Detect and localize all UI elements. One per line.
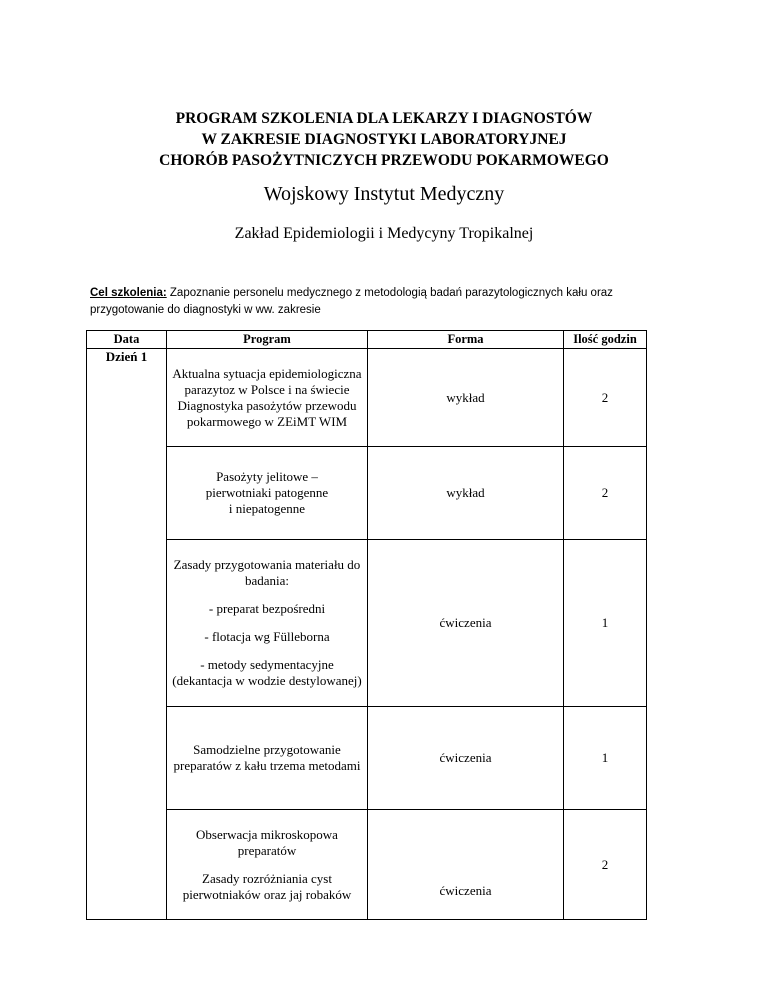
program-text: Zasady przygotowania materiału do badania: xyxy=(173,557,361,588)
program-text: i niepatogenne xyxy=(228,501,306,516)
table-header-row xyxy=(87,331,647,349)
program-cell xyxy=(167,349,368,447)
goal-label: Cel szkolenia: xyxy=(90,287,167,299)
institute-name: Wojskowy Instytut Medyczny xyxy=(263,183,505,205)
header-form: Forma xyxy=(368,331,564,349)
doc-title-line-2: W ZAKRESIE DIAGNOSTYKI LABORATORYJNEJ xyxy=(201,131,567,148)
hours-cell: 2 xyxy=(564,810,647,920)
header-program: Program xyxy=(167,331,368,349)
program-cell xyxy=(167,447,368,540)
form-cell: wykład xyxy=(368,447,564,540)
hours-cell: 2 xyxy=(564,447,647,540)
table-row xyxy=(87,540,647,707)
hours-cell: 1 xyxy=(564,707,647,810)
program-text: Diagnostyka pasożytów przewodu pokarmowego w ZEiMT WIM xyxy=(177,397,357,429)
program-text: Aktualna sytuacja epidemiologiczna parazytoz w Polsce i na świecie xyxy=(172,365,362,397)
program-text: Obserwacja mikroskopowa preparatów xyxy=(196,826,338,858)
doc-title-line-3: CHORÓB PASOŻYTNICZYCH PRZEWODU POKARMOWEGO xyxy=(159,152,609,169)
header-hours: Ilość godzin xyxy=(564,331,647,349)
program-text: - preparat bezpośredni xyxy=(208,601,326,616)
form-cell: wykład xyxy=(368,349,564,447)
program-cell xyxy=(167,810,368,920)
table-row xyxy=(87,707,647,810)
program-text: Zasady rozróżniania cyst pierwotniaków oraz jaj robaków xyxy=(182,870,352,902)
header-date: Data xyxy=(87,331,167,349)
goal-text: Zapoznanie personelu medycznego z metodologią badań parazytologicznych kału oraz przygotowanie do diagnostyki w ww. zakresie xyxy=(90,287,613,316)
form-cell: ćwiczenia xyxy=(368,707,564,810)
form-cell: ćwiczenia xyxy=(368,810,564,920)
department-name: Zakład Epidemiologii i Medycyny Tropikalnej xyxy=(234,225,534,242)
program-table xyxy=(86,330,647,920)
hours-cell: 1 xyxy=(564,540,647,707)
program-text: Pasożyty jelitowe – xyxy=(216,469,318,484)
form-cell: ćwiczenia xyxy=(368,540,564,707)
day-cell: Dzień 1 xyxy=(87,349,167,920)
program-cell xyxy=(167,540,368,707)
program-text: Samodzielne przygotowanie preparatów z kału trzema metodami xyxy=(173,742,361,773)
table-row xyxy=(87,349,647,447)
table-row xyxy=(87,447,647,540)
hours-cell: 2 xyxy=(564,349,647,447)
training-goal xyxy=(90,285,680,319)
program-text: - flotacja wg Fülleborna xyxy=(204,629,330,644)
program-cell xyxy=(167,707,368,810)
program-text: - metody sedymentacyjne (dekantacja w wodzie destylowanej) xyxy=(172,657,362,688)
program-text: pierwotniaki patogenne xyxy=(205,485,329,500)
doc-title-line-1: PROGRAM SZKOLENIA DLA LEKARZY I DIAGNOSTÓW xyxy=(175,110,593,127)
table-row xyxy=(87,810,647,920)
